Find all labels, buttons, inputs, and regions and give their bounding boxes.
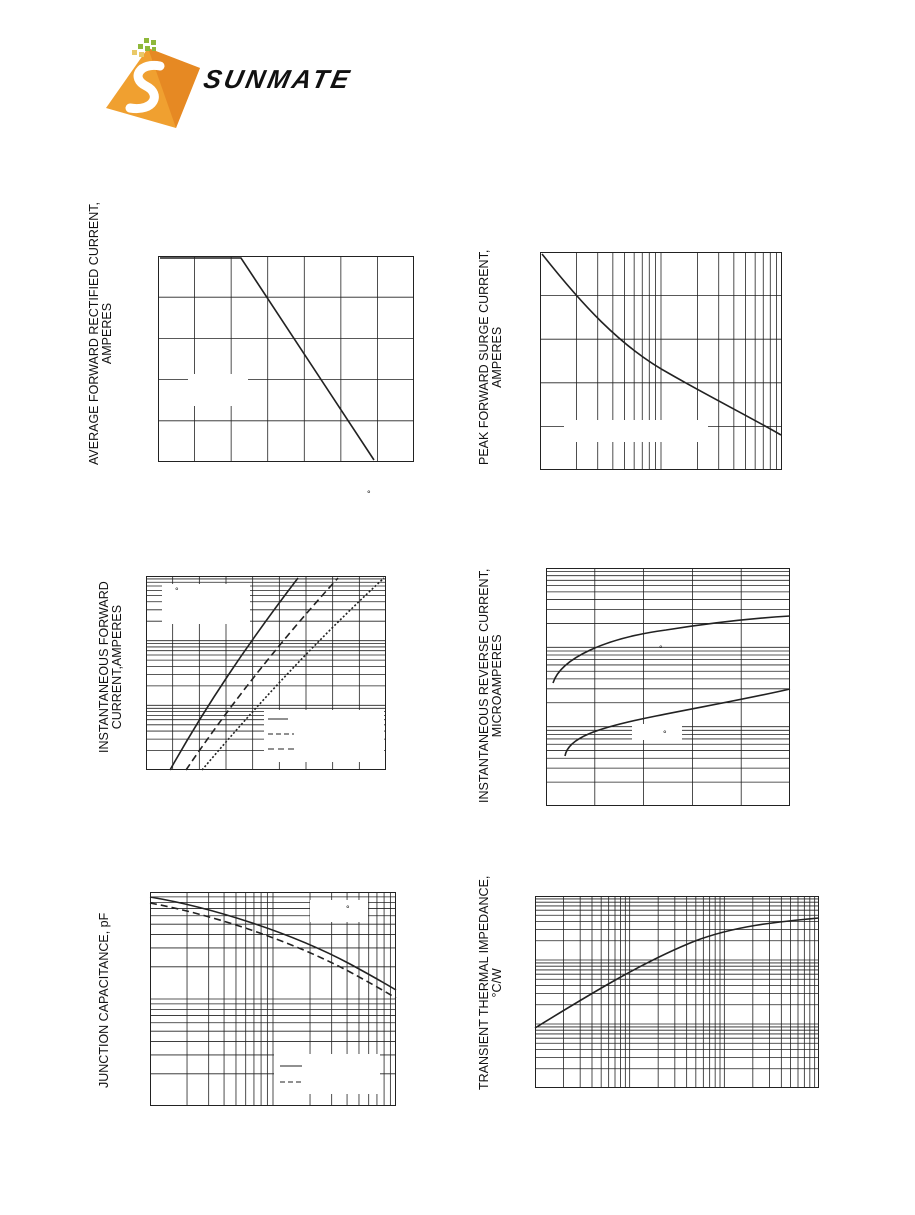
- ifav-chart: [158, 256, 414, 462]
- zth-ylabel: TRANSIENT THERMAL IMPEDANCE, °C/W: [477, 875, 504, 1090]
- zth-chart: [535, 896, 819, 1088]
- ifsm-curve: [542, 254, 781, 435]
- cj-degree-mark: °: [346, 904, 350, 914]
- cj-chart: [150, 892, 396, 1106]
- zth-curve: [535, 918, 819, 1028]
- ir-chart: [546, 568, 790, 806]
- ir-curve-low: [565, 689, 790, 756]
- ifav-degree-mark: °: [367, 489, 371, 499]
- ifav-ylabel: AVERAGE FORWARD RECTIFIED CURRENT, AMPERES: [87, 202, 114, 465]
- ifsm-chart: [540, 252, 782, 470]
- ir-degree-mark-1: °: [659, 644, 663, 654]
- ir-ylabel: INSTANTANEOUS REVERSE CURRENT, MICROAMPERES: [477, 568, 504, 803]
- brand-wordmark: SUNMATE: [200, 64, 355, 94]
- ir-degree-mark-2: °: [663, 729, 667, 739]
- ifav-curve: [160, 258, 374, 460]
- vf-ylabel: INSTANTANEOUS FORWARD CURRENT,AMPERES: [97, 581, 124, 753]
- vf-degree-mark: °: [175, 586, 179, 596]
- ir-curve-high: [553, 616, 790, 683]
- cj-ylabel: JUNCTION CAPACITANCE, pF: [97, 912, 111, 1088]
- vf-chart: [146, 576, 386, 770]
- ifsm-ylabel: PEAK FORWARD SURGE CURRENT, AMPERES: [477, 249, 504, 465]
